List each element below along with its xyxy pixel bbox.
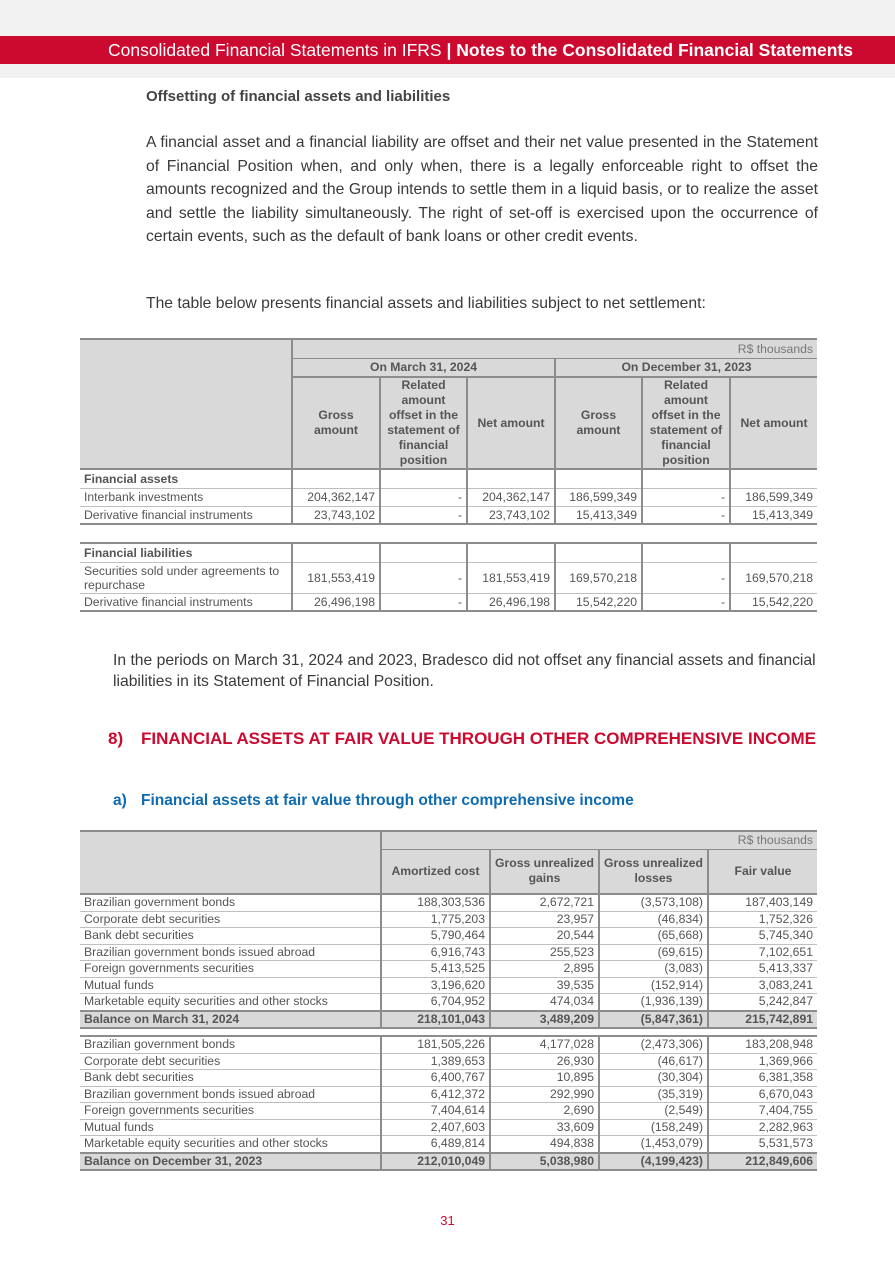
cell: 23,957 bbox=[490, 911, 599, 928]
cell: 2,895 bbox=[490, 961, 599, 978]
cell: 2,407,603 bbox=[381, 1119, 490, 1136]
cell: 6,412,372 bbox=[381, 1086, 490, 1103]
row-label: Brazilian government bonds issued abroad bbox=[84, 944, 316, 959]
row-label: Interbank investments bbox=[84, 490, 204, 504]
cell: (65,668) bbox=[599, 928, 708, 945]
table-row bbox=[80, 1070, 817, 1087]
cell: 169,570,218 bbox=[730, 562, 817, 593]
fvoci-table bbox=[80, 830, 817, 1171]
table1-period-dec2023: On December 31, 2023 bbox=[555, 358, 817, 377]
subsection-a-title: Financial assets at fair value through other comprehensive income bbox=[141, 792, 634, 809]
cell: (4,199,423) bbox=[599, 1153, 708, 1171]
row-label: Derivative financial instruments bbox=[84, 507, 253, 522]
cell: (1,936,139) bbox=[599, 994, 708, 1011]
cell: (3,573,108) bbox=[599, 894, 708, 911]
cell: 2,282,963 bbox=[708, 1119, 817, 1136]
cell: 5,745,340 bbox=[708, 928, 817, 945]
row-label: Mutual funds bbox=[84, 1119, 154, 1134]
cell: 39,535 bbox=[490, 977, 599, 994]
cell: 23,743,102 bbox=[292, 506, 380, 524]
cell: 204,362,147 bbox=[467, 488, 555, 506]
header-text bbox=[108, 36, 853, 64]
offsetting-paragraph: A financial asset and a financial liability are offset and their net value presented in the Statement of Financial Position when, and only when, there is a legally enforceable right to offset the amounts recognized and the Group intends to settle them in a liquid basis, or to realize the asset and settle the liability simultaneously. The right of set-off is exercised upon the occurrence of certain events, such as the default of bank loans or other credit events. bbox=[146, 134, 818, 246]
cell: 3,083,241 bbox=[708, 977, 817, 994]
cell: 7,404,755 bbox=[708, 1103, 817, 1120]
cell: 181,553,419 bbox=[467, 562, 555, 593]
table-row bbox=[80, 1103, 817, 1120]
table-row bbox=[80, 944, 817, 961]
cell: 6,381,358 bbox=[708, 1070, 817, 1087]
offsetting-closing: In the periods on March 31, 2024 and 2023, Bradesco did not offset any financial assets and financial liabilities in its Statement of Financial Position. bbox=[113, 652, 816, 690]
offsetting-heading: Offsetting of financial assets and liabilities bbox=[146, 88, 451, 105]
cell: (35,319) bbox=[599, 1086, 708, 1103]
table-row bbox=[80, 1086, 817, 1103]
cell: (1,453,079) bbox=[599, 1136, 708, 1153]
cell: 5,413,337 bbox=[708, 961, 817, 978]
cell: 5,242,847 bbox=[708, 994, 817, 1011]
cell: (30,304) bbox=[599, 1070, 708, 1087]
page-number: 31 bbox=[440, 1213, 455, 1228]
cell: (158,249) bbox=[599, 1119, 708, 1136]
row-label: Bank debt securities bbox=[84, 1070, 194, 1084]
row-label: Mutual funds bbox=[84, 977, 154, 992]
row-label: Balance on December 31, 2023 bbox=[84, 1153, 263, 1168]
cell: 183,208,948 bbox=[708, 1036, 817, 1053]
row-label: Marketable equity securities and other stocks bbox=[84, 1136, 328, 1150]
cell: 5,413,525 bbox=[381, 961, 490, 978]
cell: 15,413,349 bbox=[555, 506, 642, 524]
cell: 1,369,966 bbox=[708, 1053, 817, 1070]
table-row-total bbox=[80, 1011, 817, 1029]
cell: 26,930 bbox=[490, 1053, 599, 1070]
cell: 474,034 bbox=[490, 994, 599, 1011]
cell: 2,672,721 bbox=[490, 894, 599, 911]
cell: - bbox=[380, 506, 467, 524]
section-8-title: FINANCIAL ASSETS AT FAIR VALUE THROUGH OTHER COMPREHENSIVE INCOME bbox=[141, 729, 816, 748]
row-label: Corporate debt securities bbox=[84, 1053, 221, 1068]
table2-corner bbox=[80, 831, 381, 894]
row-label: Securities sold under agreements to repurchase bbox=[84, 563, 280, 592]
table-row bbox=[80, 593, 817, 611]
cell: 33,609 bbox=[490, 1119, 599, 1136]
cell: 5,531,573 bbox=[708, 1136, 817, 1153]
header-separator: | bbox=[446, 40, 452, 60]
cell: 4,177,028 bbox=[490, 1036, 599, 1053]
cell: (5,847,361) bbox=[599, 1011, 708, 1029]
cell: (2,473,306) bbox=[599, 1036, 708, 1053]
cell: 204,362,147 bbox=[292, 488, 380, 506]
table2-col-amortized-cost: Amortized cost bbox=[381, 849, 490, 894]
table-row bbox=[80, 506, 817, 524]
table-row bbox=[80, 1053, 817, 1070]
table-row bbox=[80, 1136, 817, 1153]
row-label: Derivative financial instruments bbox=[84, 594, 253, 609]
row-label: Brazilian government bonds bbox=[84, 1037, 236, 1051]
cell: (3,083) bbox=[599, 961, 708, 978]
top-band bbox=[0, 0, 895, 36]
table-row bbox=[80, 911, 817, 928]
cell: - bbox=[380, 562, 467, 593]
row-label: Balance on March 31, 2024 bbox=[84, 1011, 240, 1026]
table-row bbox=[80, 1119, 817, 1136]
cell: 218,101,043 bbox=[381, 1011, 490, 1029]
cell: 1,775,203 bbox=[381, 911, 490, 928]
section-8-number: 8) bbox=[108, 729, 124, 748]
cell: 187,403,149 bbox=[708, 894, 817, 911]
cell: 1,752,326 bbox=[708, 911, 817, 928]
header-left-text: Consolidated Financial Statements in IFRS bbox=[107, 40, 442, 60]
cell: 212,849,606 bbox=[708, 1153, 817, 1171]
cell: 181,505,226 bbox=[381, 1036, 490, 1053]
cell: - bbox=[642, 488, 730, 506]
cell: - bbox=[642, 562, 730, 593]
table1-period-mar2024: On March 31, 2024 bbox=[292, 358, 555, 377]
row-label: Marketable equity securities and other stocks bbox=[84, 994, 328, 1008]
table2-col-gross-losses: Gross unrealized losses bbox=[599, 849, 708, 894]
cell: 5,038,980 bbox=[490, 1153, 599, 1171]
offsetting-intro: The table below presents financial assets and liabilities subject to net settlement: bbox=[146, 295, 706, 312]
table-row bbox=[80, 488, 817, 506]
table2-unit: R$ thousands bbox=[381, 831, 817, 849]
cell: 6,704,952 bbox=[381, 994, 490, 1011]
table1-col-related: Related amount offset in the statement of financial position bbox=[642, 377, 730, 469]
subsection-a-letter: a) bbox=[113, 792, 127, 809]
cell: 20,544 bbox=[490, 928, 599, 945]
table1-col-related: Related amount offset in the statement of financial position bbox=[380, 377, 467, 469]
table1-col-gross: Gross amount bbox=[292, 377, 380, 469]
cell: 5,790,464 bbox=[381, 928, 490, 945]
table1-liabilities-label: Financial liabilities bbox=[84, 545, 193, 560]
subsection-a-heading bbox=[113, 792, 634, 810]
cell: 7,404,614 bbox=[381, 1103, 490, 1120]
table-row bbox=[80, 994, 817, 1011]
table-row bbox=[80, 894, 817, 911]
cell: (46,834) bbox=[599, 911, 708, 928]
table1-col-net: Net amount bbox=[467, 377, 555, 469]
table-row-total bbox=[80, 1153, 817, 1171]
cell: - bbox=[642, 506, 730, 524]
cell: (2,549) bbox=[599, 1103, 708, 1120]
table1-unit: R$ thousands bbox=[292, 339, 817, 358]
cell: 1,389,653 bbox=[381, 1053, 490, 1070]
cell: - bbox=[380, 593, 467, 611]
cell: 188,303,536 bbox=[381, 894, 490, 911]
cell: 181,553,419 bbox=[292, 562, 380, 593]
table-row bbox=[80, 562, 817, 593]
table-row bbox=[80, 977, 817, 994]
cell: 6,400,767 bbox=[381, 1070, 490, 1087]
header-bottom-band bbox=[0, 64, 895, 78]
cell: (69,615) bbox=[599, 944, 708, 961]
cell: 15,413,349 bbox=[730, 506, 817, 524]
table1-col-gross: Gross amount bbox=[555, 377, 642, 469]
table2-col-gross-gains: Gross unrealized gains bbox=[490, 849, 599, 894]
row-label: Bank debt securities bbox=[84, 928, 194, 942]
cell: 15,542,220 bbox=[555, 593, 642, 611]
cell: 26,496,198 bbox=[467, 593, 555, 611]
cell: 186,599,349 bbox=[555, 488, 642, 506]
cell: - bbox=[380, 488, 467, 506]
row-label: Foreign governments securities bbox=[84, 961, 255, 975]
cell: 2,690 bbox=[490, 1103, 599, 1120]
cell: 292,990 bbox=[490, 1086, 599, 1103]
cell: 15,542,220 bbox=[730, 593, 817, 611]
cell: 23,743,102 bbox=[467, 506, 555, 524]
table1-assets-label: Financial assets bbox=[84, 471, 179, 486]
cell: 7,102,651 bbox=[708, 944, 817, 961]
cell: 215,742,891 bbox=[708, 1011, 817, 1029]
cell: 255,523 bbox=[490, 944, 599, 961]
cell: 10,895 bbox=[490, 1070, 599, 1087]
table1-corner bbox=[80, 339, 292, 469]
cell: 212,010,049 bbox=[381, 1153, 490, 1171]
cell: 26,496,198 bbox=[292, 593, 380, 611]
page-header bbox=[0, 36, 895, 64]
row-label: Corporate debt securities bbox=[84, 911, 221, 926]
row-label: Brazilian government bonds bbox=[84, 895, 236, 909]
cell: 494,838 bbox=[490, 1136, 599, 1153]
table-row bbox=[80, 1036, 817, 1053]
cell: 3,489,209 bbox=[490, 1011, 599, 1029]
cell: (46,617) bbox=[599, 1053, 708, 1070]
table1-col-net: Net amount bbox=[730, 377, 817, 469]
cell: 6,489,814 bbox=[381, 1136, 490, 1153]
row-label: Foreign governments securities bbox=[84, 1103, 255, 1117]
cell: 169,570,218 bbox=[555, 562, 642, 593]
cell: (152,914) bbox=[599, 977, 708, 994]
table2-col-fair-value: Fair value bbox=[708, 849, 817, 894]
cell: 3,196,620 bbox=[381, 977, 490, 994]
table-row bbox=[80, 961, 817, 978]
table-row bbox=[80, 928, 817, 945]
cell: 186,599,349 bbox=[730, 488, 817, 506]
header-right-text: Notes to the Consolidated Financial Statements bbox=[456, 40, 853, 60]
offsetting-table bbox=[80, 338, 817, 612]
row-label: Brazilian government bonds issued abroad bbox=[84, 1086, 316, 1101]
cell: 6,670,043 bbox=[708, 1086, 817, 1103]
cell: 6,916,743 bbox=[381, 944, 490, 961]
cell: - bbox=[642, 593, 730, 611]
